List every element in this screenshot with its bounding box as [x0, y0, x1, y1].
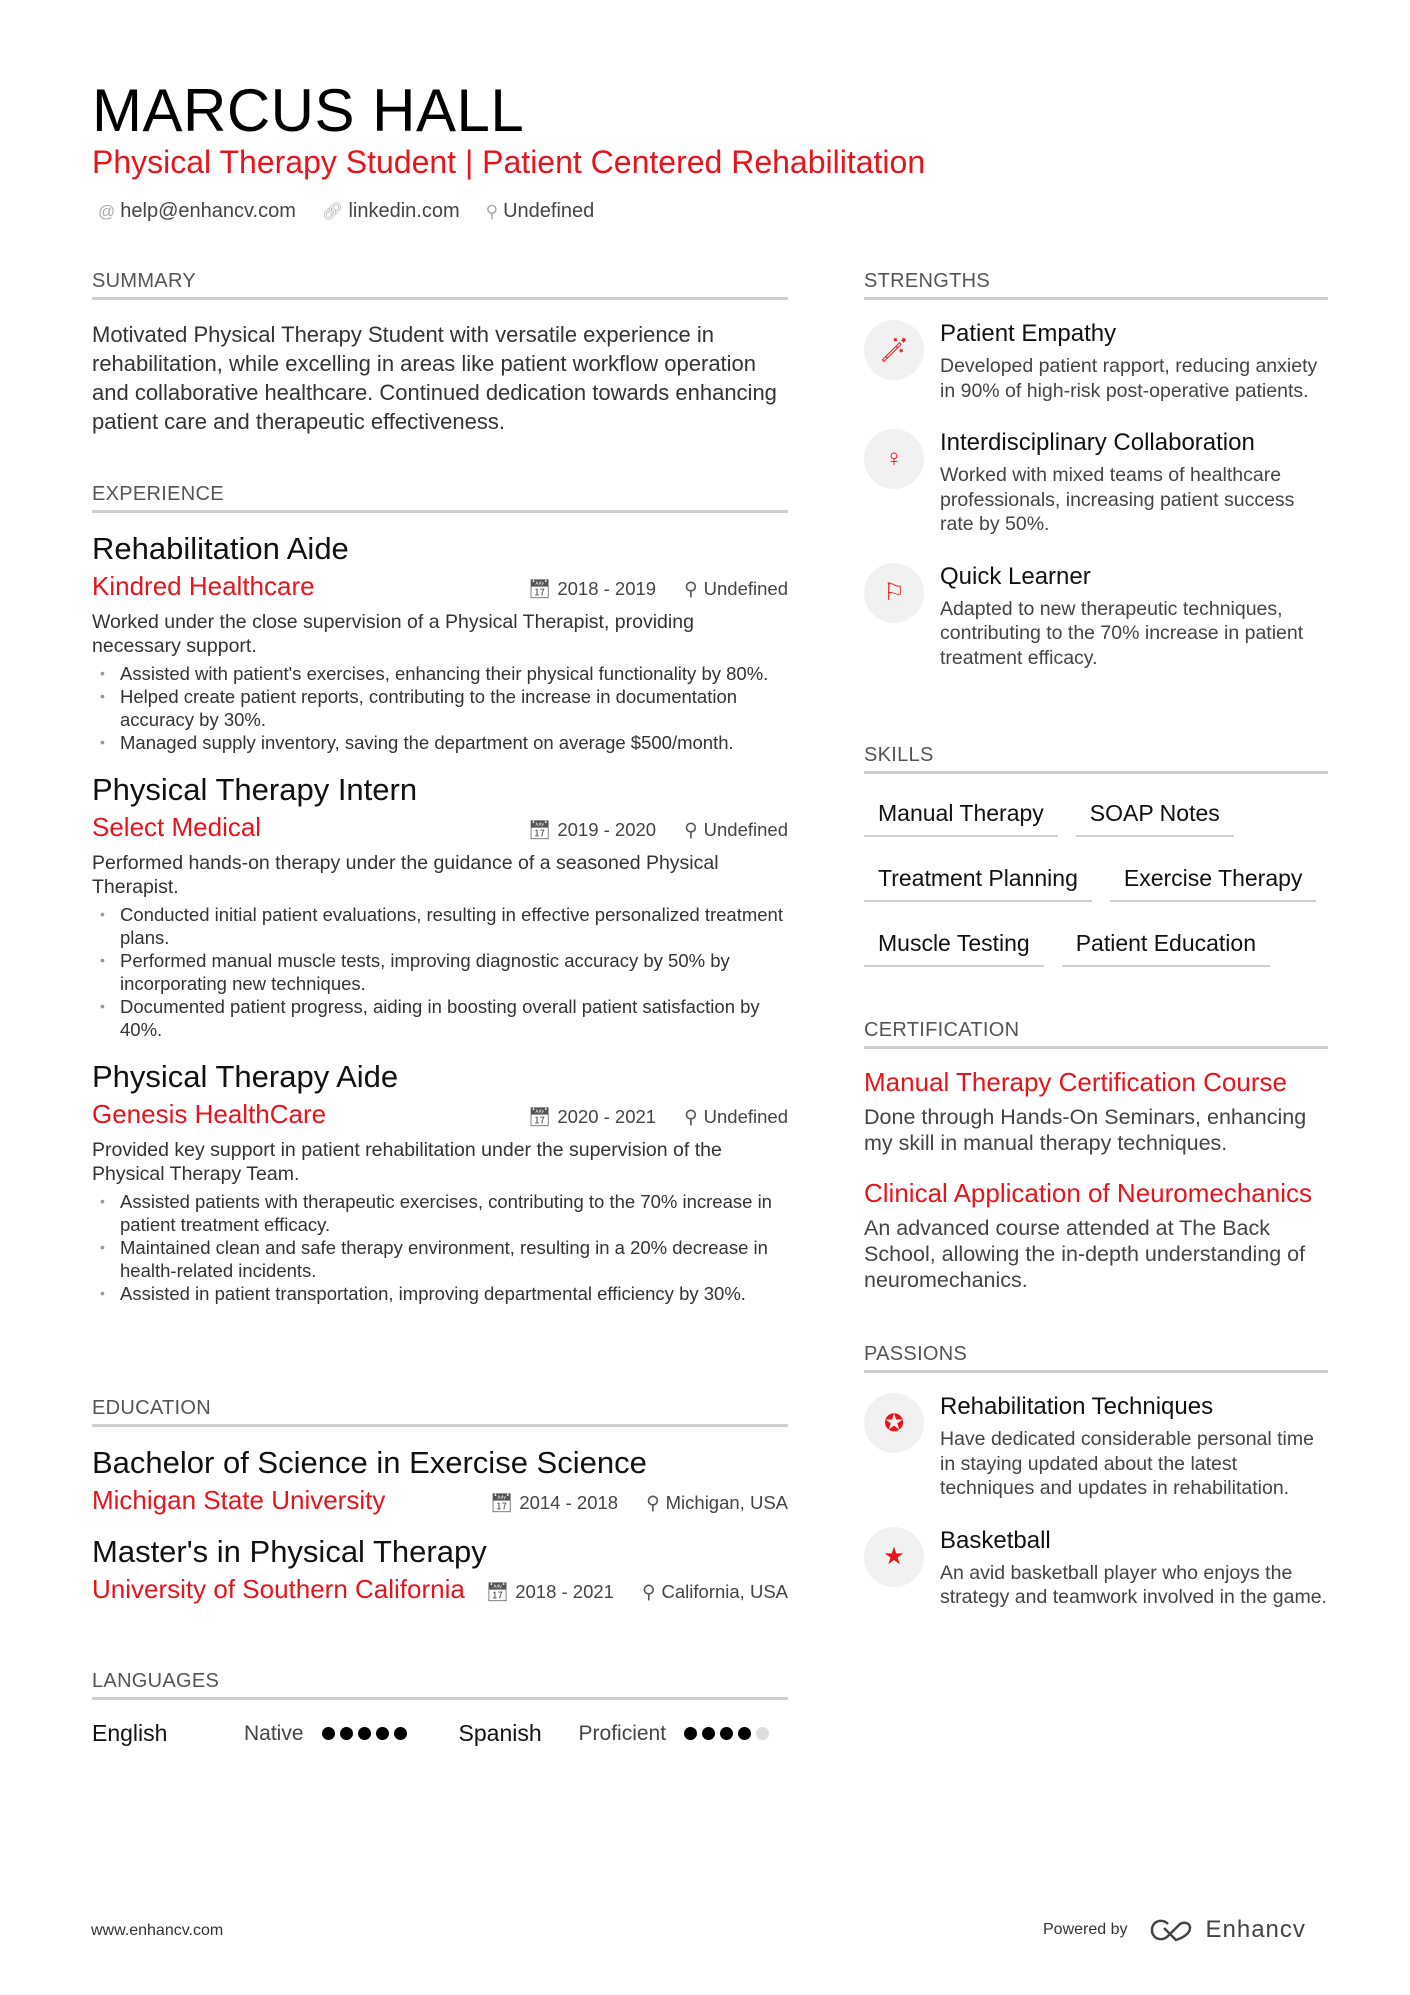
- location-icon: ⚲: [485, 202, 499, 221]
- job-entry: [92, 1059, 788, 1305]
- enhancv-logo[interactable]: [1150, 1916, 1306, 1944]
- strengths-item: [864, 429, 1328, 537]
- rating-dot: [720, 1727, 733, 1740]
- languages-section: [92, 1670, 788, 1747]
- strengths-content: [940, 429, 1328, 537]
- language-name: Spanish: [458, 1720, 542, 1746]
- contact-location: [486, 200, 595, 223]
- location-icon: ⚲: [684, 1106, 698, 1127]
- education-meta: [486, 1581, 788, 1603]
- skill-tag: Manual Therapy: [864, 792, 1058, 837]
- job-meta: [528, 819, 788, 841]
- footer-website[interactable]: www.enhancv.com: [91, 1922, 224, 1939]
- star-outline-icon: ✪: [864, 1393, 924, 1453]
- education-heading: EDUCATION: [92, 1397, 788, 1427]
- footer-branding: [1043, 1916, 1306, 1944]
- passions-content: [940, 1527, 1328, 1610]
- dates-text: 2018 - 2019: [557, 578, 657, 599]
- location-text: Undefined: [703, 1106, 788, 1127]
- language-level: Proficient: [578, 1721, 667, 1745]
- location-text: Undefined: [703, 819, 788, 840]
- skills-heading: SKILLS: [864, 744, 1328, 774]
- bullet-item: • Performed manual muscle tests, improving diagnostic accuracy by 50% by incorporating new techniques.: [92, 949, 788, 995]
- calendar-icon: 📅︎: [489, 1492, 514, 1513]
- language-name: English: [92, 1720, 168, 1746]
- job-bullets: [92, 903, 788, 1041]
- skill-tag: Muscle Testing: [864, 922, 1044, 967]
- languages-heading: LANGUAGES: [92, 1670, 788, 1700]
- job-dates: [528, 578, 656, 600]
- email-text: help@enhancv.com: [120, 200, 296, 222]
- location-text: Undefined: [703, 578, 788, 599]
- education-meta: [490, 1492, 788, 1514]
- education-entry: [92, 1534, 788, 1605]
- rating-dot: [756, 1727, 769, 1740]
- location-text: California, USA: [661, 1581, 788, 1602]
- strengths-title: Quick Learner: [940, 562, 1091, 590]
- passions-section: [864, 1343, 1328, 1610]
- company-row: [92, 812, 788, 843]
- strengths-title: Interdisciplinary Collaboration: [940, 429, 1255, 456]
- strengths-heading: STRENGTHS: [864, 270, 1328, 300]
- language-level: Native: [244, 1721, 304, 1745]
- education-dates: [486, 1581, 614, 1603]
- company-row: [92, 571, 788, 602]
- job-dates: [528, 1106, 656, 1128]
- skill-tag: Patient Education: [1062, 922, 1270, 967]
- strengths-content: [940, 563, 1328, 671]
- enhancv-logo-icon: [1150, 1918, 1196, 1942]
- location-text: Michigan, USA: [665, 1492, 788, 1513]
- passions-item: [864, 1393, 1328, 1501]
- job-title: Physical Therapy Intern: [92, 772, 418, 807]
- job-location: [684, 1106, 788, 1128]
- skill-tag: SOAP Notes: [1076, 792, 1234, 837]
- star-icon: ★: [864, 1527, 924, 1587]
- passions-title: Basketball: [940, 1526, 1051, 1554]
- calendar-icon: 📅︎: [527, 578, 552, 599]
- calendar-icon: 📅︎: [527, 1106, 552, 1127]
- rating-dot: [340, 1727, 353, 1740]
- strengths-description: Adapted to new therapeutic techniques, contributing to the 70% increase in patient treatment efficacy.: [940, 597, 1304, 669]
- lightbulb-icon: ♀: [864, 429, 924, 489]
- job-dates: [528, 819, 656, 841]
- certification-section: [864, 1019, 1328, 1293]
- passions-description: Have dedicated considerable personal time in staying updated about the latest techniques and updates in rehabilitation.: [940, 1428, 1314, 1499]
- rating-dot: [684, 1727, 697, 1740]
- strengths-item: [864, 320, 1328, 403]
- summary-text: Motivated Physical Therapy Student with versatile experience in rehabilitation, while excelling in areas like patient workflow operation and collaborative healthcare. Continued dedication towards enhancing patient care and therapeutic effectiveness.: [92, 322, 777, 434]
- company-name[interactable]: Select Medical: [92, 812, 262, 842]
- location-icon: ⚲: [684, 819, 698, 840]
- summary-heading: SUMMARY: [92, 270, 788, 300]
- powered-by-text: Powered by: [1043, 1921, 1128, 1938]
- certification-title: Clinical Application of Neuromechanics: [864, 1178, 1313, 1208]
- certification-description: An advanced course attended at The Back School, allowing the in-depth understanding of neuromechanics.: [864, 1216, 1306, 1292]
- linkedin-text: linkedin.com: [348, 200, 460, 222]
- strengths-description: Developed patient rapport, reducing anxiety in 90% of high-risk post-operative patients.: [940, 355, 1318, 402]
- passions-content: [940, 1393, 1328, 1501]
- rating-dot: [738, 1727, 751, 1740]
- magic-wand-icon: 🪄︎: [864, 320, 924, 380]
- job-title: Physical Therapy Aide: [92, 1059, 399, 1094]
- contact-info: [98, 200, 594, 223]
- job-entry: [92, 531, 788, 754]
- at-icon: @: [98, 202, 116, 221]
- rating-dot: [376, 1727, 389, 1740]
- bullet-item: • Conducted initial patient evaluations, resulting in effective personalized treatment plans.: [92, 903, 788, 949]
- calendar-icon: 📅︎: [485, 1581, 510, 1602]
- skill-tag: Treatment Planning: [864, 857, 1092, 902]
- flag-icon: ⚐: [864, 563, 924, 623]
- job-location: [684, 578, 788, 600]
- experience-section: [92, 483, 788, 1305]
- candidate-title: Physical Therapy Student | Patient Centered Rehabilitation: [92, 144, 926, 180]
- education-entry: [92, 1445, 788, 1516]
- dates-text: 2020 - 2021: [557, 1106, 657, 1127]
- skills-section: [864, 744, 1328, 967]
- location-text: Undefined: [503, 200, 595, 222]
- strengths-item: [864, 563, 1328, 671]
- location-icon: ⚲: [684, 578, 698, 599]
- contact-email[interactable]: [98, 200, 296, 223]
- dates-text: 2014 - 2018: [519, 1492, 619, 1513]
- strengths-section: [864, 270, 1328, 670]
- education-section: [92, 1397, 788, 1605]
- rating-dot: [358, 1727, 371, 1740]
- company-name[interactable]: Genesis HealthCare: [92, 1099, 327, 1129]
- job-entry: [92, 772, 788, 1041]
- certification-description: Done through Hands-On Seminars, enhancing my skill in manual therapy techniques.: [864, 1105, 1307, 1155]
- rating-dot: [394, 1727, 407, 1740]
- bullet-item: • Helped create patient reports, contributing to the increase in documentation accuracy by 30%.: [92, 685, 788, 731]
- location-icon: ⚲: [646, 1492, 660, 1513]
- job-meta: [528, 578, 788, 600]
- job-description: Worked under the close supervision of a Physical Therapist, providing necessary support.: [92, 611, 694, 657]
- school-row: [92, 1485, 788, 1516]
- job-description: Provided key support in patient rehabilitation under the supervision of the Physical Therapy Team.: [92, 1139, 722, 1185]
- experience-heading: EXPERIENCE: [92, 483, 788, 513]
- bullet-item: • Assisted patients with therapeutic exercises, contributing to the 70% increase in patient treatment efficacy.: [92, 1190, 788, 1236]
- education-location: [646, 1492, 788, 1514]
- strengths-content: [940, 320, 1328, 403]
- school-name[interactable]: Michigan State University: [92, 1485, 386, 1515]
- calendar-icon: 📅︎: [527, 819, 552, 840]
- job-bullets: [92, 1190, 788, 1305]
- passions-title: Rehabilitation Techniques: [940, 1393, 1214, 1420]
- passions-description: An avid basketball player who enjoys the strategy and teamwork involved in the game.: [940, 1561, 1327, 1608]
- job-description: Performed hands-on therapy under the guidance of a seasoned Physical Therapist.: [92, 852, 719, 898]
- dates-text: 2018 - 2021: [515, 1581, 614, 1602]
- skill-tag: Exercise Therapy: [1110, 857, 1317, 902]
- location-icon: ⚲: [641, 1581, 656, 1602]
- language-rating: [322, 1727, 407, 1740]
- rating-dot: [702, 1727, 715, 1740]
- job-bullets: [92, 662, 788, 754]
- company-name[interactable]: Kindred Healthcare: [92, 571, 315, 601]
- link-icon: 🔗︎: [321, 202, 344, 221]
- candidate-name: MARCUS HALL: [92, 77, 525, 144]
- language-rating: [684, 1727, 769, 1740]
- strengths-title: Patient Empathy: [940, 320, 1117, 347]
- job-meta: [528, 1106, 788, 1128]
- degree-title: Master's in Physical Therapy: [92, 1534, 487, 1569]
- education-dates: [490, 1492, 618, 1514]
- school-name[interactable]: University of Southern California: [92, 1574, 465, 1604]
- certification-heading: CERTIFICATION: [864, 1019, 1328, 1049]
- contact-linkedin[interactable]: [322, 200, 460, 223]
- bullet-item: • Assisted in patient transportation, improving departmental efficiency by 30%.: [92, 1282, 788, 1305]
- company-row: [92, 1099, 788, 1130]
- degree-title: Bachelor of Science in Exercise Science: [92, 1445, 647, 1480]
- education-location: [642, 1581, 788, 1603]
- summary-section: [92, 270, 788, 436]
- passions-item: [864, 1527, 1328, 1610]
- rating-dot: [322, 1727, 335, 1740]
- passions-heading: PASSIONS: [864, 1343, 1328, 1373]
- strengths-description: Worked with mixed teams of healthcare professionals, increasing patient success rate by 50%.: [940, 464, 1295, 535]
- school-row: [92, 1574, 788, 1605]
- bullet-item: • Documented patient progress, aiding in boosting overall patient satisfaction by 40%.: [92, 995, 788, 1041]
- bullet-item: • Managed supply inventory, saving the department on average $500/month.: [92, 731, 788, 754]
- bullet-item: • Assisted with patient's exercises, enhancing their physical functionality by 80%.: [92, 662, 788, 685]
- dates-text: 2019 - 2020: [557, 819, 657, 840]
- brand-name: Enhancv: [1205, 1916, 1306, 1943]
- bullet-item: • Maintained clean and safe therapy environment, resulting in a 20% decrease in health-related incidents.: [92, 1236, 788, 1282]
- job-location: [684, 819, 788, 841]
- certification-title: Manual Therapy Certification Course: [864, 1067, 1287, 1097]
- job-title: Rehabilitation Aide: [92, 531, 349, 566]
